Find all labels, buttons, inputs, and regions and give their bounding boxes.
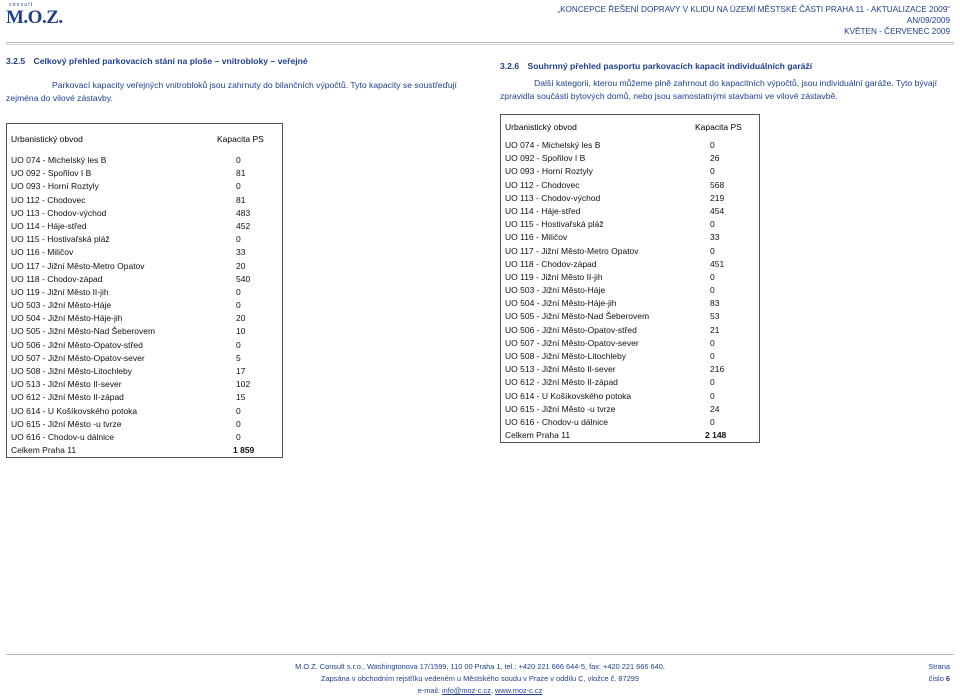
- district-name-cell: UO 114 - Háje-střed: [505, 205, 581, 216]
- footer-email-link[interactable]: info@moz-c.cz: [441, 686, 491, 695]
- capacity-value-cell: 0: [710, 377, 715, 388]
- district-name-cell: UO 116 - Miličov: [505, 232, 568, 243]
- capacity-value-cell: 0: [236, 300, 241, 311]
- district-name-cell: UO 506 - Jižní Město-Opatov-střed: [11, 339, 143, 350]
- logo-subtitle: consult: [9, 2, 34, 8]
- footer-email-label: e-mail:: [417, 686, 440, 695]
- capacity-value-cell: 15: [236, 392, 246, 403]
- table-row: [501, 139, 759, 152]
- district-name-cell: UO 092 - Spořilov I B: [505, 153, 586, 164]
- left-total-label: Celkem Praha 11: [11, 445, 77, 456]
- page-number-box: [928, 661, 950, 685]
- table-row: [501, 324, 759, 337]
- table-row: [501, 258, 759, 271]
- district-name-cell: UO 616 - Chodov-u dálnice: [11, 431, 115, 442]
- table-row: [7, 207, 282, 220]
- header-date: KVĚTEN - ČERVENEC 2009: [844, 27, 950, 36]
- table-row: [7, 154, 282, 167]
- capacity-value-cell: 0: [710, 219, 715, 230]
- district-name-cell: UO 115 - Hostivařská pláž: [505, 219, 604, 230]
- district-name-cell: UO 115 - Hostivařská pláž: [11, 234, 110, 245]
- page-number-value: 6: [945, 674, 950, 683]
- district-name-cell: UO 117 - Jižní Město-Metro Opatov: [505, 245, 639, 256]
- right-table-body: [501, 139, 759, 429]
- district-name-cell: UO 114 - Háje-střed: [11, 220, 87, 231]
- capacity-value-cell: 53: [710, 311, 720, 322]
- capacity-value-cell: 21: [710, 324, 720, 335]
- district-name-cell: UO 503 - Jižní Město-Háje: [505, 285, 606, 296]
- footer-divider: [6, 654, 954, 655]
- page-number-prefix: číslo: [928, 674, 944, 683]
- district-name-cell: UO 507 - Jižní Město-Opatov-sever: [11, 352, 145, 363]
- district-name-cell: UO 074 - Michelský les B: [505, 140, 601, 150]
- capacity-value-cell: 0: [236, 418, 241, 429]
- table-row: [7, 167, 282, 180]
- footer-registry-line: Zapsána v obchodním rejstříku vedeném u Městského soudu v Praze v oddílu C, vložce č. 87299: [321, 674, 639, 683]
- capacity-value-cell: 0: [236, 181, 241, 192]
- left-col-urban-district: Urbanistický obvod: [11, 134, 83, 144]
- capacity-value-cell: 483: [236, 207, 251, 218]
- district-name-cell: UO 112 - Chodovec: [11, 194, 86, 205]
- right-section-title: Souhrnný přehled pasportu parkovacích kapacit individuálních garáží: [527, 61, 813, 71]
- right-col-urban-district: Urbanistický obvod: [505, 122, 577, 132]
- right-para-line2: zpravidla součásti bytových domů, nebo jsou samostatnými stavbami ve vilové zástavbě.: [500, 91, 838, 101]
- district-name-cell: UO 615 - Jižní Město -u tvrze: [11, 418, 122, 429]
- district-name-cell: UO 504 - Jižní Město-Háje-jih: [505, 298, 617, 309]
- table-row: [7, 299, 282, 312]
- table-row: [7, 286, 282, 299]
- district-name-cell: UO 513 - Jižní Město II-sever: [505, 364, 616, 375]
- capacity-value-cell: 26: [710, 153, 720, 164]
- page-label: Strana: [928, 662, 950, 671]
- capacity-value-cell: 5: [236, 352, 241, 363]
- table-row: [501, 152, 759, 165]
- district-name-cell: UO 093 - Horní Roztyly: [11, 181, 99, 192]
- capacity-value-cell: 0: [710, 285, 715, 296]
- capacity-value-cell: 451: [710, 258, 725, 269]
- district-name-cell: UO 507 - Jižní Město-Opatov-sever: [505, 337, 639, 348]
- table-row: [501, 205, 759, 218]
- capacity-value-cell: 0: [236, 234, 241, 245]
- document-header: [557, 4, 950, 37]
- capacity-value-cell: 20: [236, 260, 246, 271]
- company-logo: [6, 2, 63, 28]
- capacity-value-cell: 0: [710, 245, 715, 256]
- capacity-value-cell: 10: [236, 326, 246, 337]
- table-row: [501, 310, 759, 323]
- capacity-value-cell: 0: [710, 166, 715, 177]
- table-row: [7, 260, 282, 273]
- district-name-cell: UO 074 - Michelský les B: [11, 155, 107, 165]
- district-name-cell: UO 503 - Jižní Město-Háje: [11, 300, 112, 311]
- table-row: [7, 365, 282, 378]
- capacity-value-cell: 568: [710, 179, 725, 190]
- district-name-cell: UO 117 - Jižní Město-Metro Opatov: [11, 260, 145, 271]
- capacity-value-cell: 0: [236, 431, 241, 442]
- left-section-number: 3.2.5: [6, 56, 26, 66]
- capacity-value-cell: 454: [710, 205, 725, 216]
- header-title: „KONCEPCE ŘEŠENÍ DOPRAVY V KLIDU NA ÚZEMÍ MĚSTSKÉ ČÁSTI PRAHA 11 - AKTUALIZACE 2009“: [557, 5, 950, 14]
- district-name-cell: UO 119 - Jižní Město II-jih: [505, 271, 603, 282]
- table-row: [7, 233, 282, 246]
- right-section-heading: [500, 61, 812, 71]
- district-name-cell: UO 113 - Chodov-východ: [11, 207, 107, 218]
- district-name-cell: UO 118 - Chodov-západ: [11, 273, 103, 284]
- table-row: [7, 312, 282, 325]
- table-row: [7, 418, 282, 431]
- right-section-paragraph: [500, 77, 955, 103]
- table-row: [501, 179, 759, 192]
- left-total-value: 1 859: [233, 445, 255, 456]
- capacity-value-cell: 0: [236, 155, 241, 165]
- right-table-header: [501, 115, 759, 139]
- left-section-title: Celkový přehled parkovacích stání na ploše – vnitrobloky – veřejné: [33, 56, 308, 66]
- district-name-cell: UO 505 - Jižní Město-Nad Šeberovem: [505, 311, 650, 322]
- table-row: [501, 284, 759, 297]
- table-row: [7, 352, 282, 365]
- district-name-cell: UO 513 - Jižní Město II-sever: [11, 379, 122, 390]
- logo-text: M.O.Z.: [6, 7, 63, 28]
- table-row: [501, 337, 759, 350]
- district-name-cell: UO 112 - Chodovec: [505, 179, 580, 190]
- table-row: [501, 376, 759, 389]
- district-name-cell: UO 092 - Spořilov I B: [11, 168, 92, 179]
- table-row: [7, 431, 282, 444]
- table-row: [501, 245, 759, 258]
- district-name-cell: UO 113 - Chodov-východ: [505, 192, 601, 203]
- district-name-cell: UO 119 - Jižní Město II-jih: [11, 286, 109, 297]
- capacity-value-cell: 20: [236, 313, 246, 324]
- capacity-value-cell: 0: [710, 140, 715, 150]
- capacity-value-cell: 0: [710, 351, 715, 361]
- capacity-value-cell: 0: [236, 339, 241, 350]
- right-total-label: Celkem Praha 11: [505, 430, 571, 441]
- table-row: [7, 391, 282, 404]
- table-row: [501, 218, 759, 231]
- table-row: [501, 271, 759, 284]
- right-total-value: 2 148: [705, 430, 727, 441]
- capacity-value-cell: 33: [710, 232, 720, 243]
- district-name-cell: UO 615 - Jižní Město -u tvrze: [505, 403, 616, 414]
- right-capacity-table: [500, 114, 760, 443]
- capacity-value-cell: 452: [236, 220, 251, 231]
- capacity-value-cell: 24: [710, 403, 720, 414]
- capacity-value-cell: 0: [710, 271, 715, 282]
- table-row: [501, 192, 759, 205]
- capacity-value-cell: 81: [236, 168, 246, 179]
- capacity-value-cell: 540: [236, 273, 251, 284]
- right-col-capacity: Kapacita PS: [695, 122, 742, 132]
- capacity-value-cell: 17: [236, 366, 246, 376]
- capacity-value-cell: 102: [236, 379, 251, 390]
- capacity-value-cell: 0: [236, 405, 241, 416]
- capacity-value-cell: 0: [236, 286, 241, 297]
- district-name-cell: UO 612 - Jižní Město II-západ: [505, 377, 618, 388]
- left-table-body: [7, 154, 282, 444]
- header-divider-secondary: [6, 44, 954, 45]
- right-para-line1: Další kategorii, kterou můžeme plně zahrnout do kapacitních výpočtů, jsou individuální garáže. Tyto bývají: [534, 78, 938, 88]
- footer-web-link[interactable]: www.moz-c.cz: [495, 686, 543, 695]
- district-name-cell: UO 506 - Jižní Město-Opatov-střed: [505, 324, 637, 335]
- left-table-header: [7, 124, 282, 154]
- table-row: [501, 165, 759, 178]
- table-row: [7, 180, 282, 193]
- table-row: [501, 350, 759, 363]
- table-row: [501, 297, 759, 310]
- table-row: [501, 403, 759, 416]
- table-row: [7, 339, 282, 352]
- capacity-value-cell: 83: [710, 298, 720, 309]
- capacity-value-cell: 0: [710, 390, 715, 401]
- capacity-value-cell: 0: [710, 337, 715, 348]
- table-row: [7, 405, 282, 418]
- table-row: [501, 416, 759, 429]
- district-name-cell: UO 504 - Jižní Město-Háje-jih: [11, 313, 123, 324]
- table-row: [501, 231, 759, 244]
- left-para-line1: Parkovací kapacity veřejných vnitrobloků jsou zahrnuty do bilančních výpočtů. Tyto kapacity se soustřeďují: [52, 80, 457, 90]
- right-section-number: 3.2.6: [500, 61, 520, 71]
- district-name-cell: UO 505 - Jižní Město-Nad Šeberovem: [11, 326, 156, 337]
- district-name-cell: UO 612 - Jižní Město II-západ: [11, 392, 124, 403]
- capacity-value-cell: 33: [236, 247, 246, 258]
- capacity-value-cell: 0: [710, 416, 715, 427]
- table-row: [7, 325, 282, 338]
- district-name-cell: UO 614 - U Košíkovského potoka: [11, 405, 138, 416]
- capacity-value-cell: 81: [236, 194, 246, 205]
- footer-company-line: M.O.Z. Consult s.r.o., Washingtonova 17/1599, 110 00 Praha 1, tel.: +420 221 666 644-5, fax: +420 221 666 640,: [295, 662, 665, 671]
- left-para-line2: zejména do vilové zástavby.: [6, 93, 113, 103]
- table-row: [7, 194, 282, 207]
- table-row: [501, 390, 759, 403]
- table-row: [501, 363, 759, 376]
- district-name-cell: UO 116 - Miličov: [11, 247, 74, 258]
- footer-contact-line: e-mail: info@moz-c.cz, www.moz-c.cz: [417, 686, 543, 695]
- district-name-cell: UO 616 - Chodov-u dálnice: [505, 416, 609, 427]
- document-footer: [0, 661, 960, 697]
- left-section-paragraph: [6, 79, 486, 105]
- district-name-cell: UO 093 - Horní Roztyly: [505, 166, 593, 177]
- district-name-cell: UO 614 - U Košíkovského potoka: [505, 390, 632, 401]
- capacity-value-cell: 216: [710, 364, 725, 375]
- table-row: [7, 220, 282, 233]
- district-name-cell: UO 508 - Jižní Město-Litochleby: [11, 366, 132, 376]
- page-number: [928, 673, 950, 685]
- right-table-total-row: [501, 429, 759, 442]
- district-name-cell: UO 508 - Jižní Město-Litochleby: [505, 351, 626, 361]
- table-row: [7, 378, 282, 391]
- left-col-capacity: Kapacita PS: [217, 134, 264, 144]
- capacity-value-cell: 219: [710, 192, 725, 203]
- left-table-total-row: [7, 444, 282, 457]
- district-name-cell: UO 118 - Chodov-západ: [505, 258, 597, 269]
- table-row: [7, 273, 282, 286]
- table-row: [7, 246, 282, 259]
- header-code: AN/09/2009: [906, 16, 950, 25]
- left-capacity-table: [6, 123, 283, 458]
- header-divider: [6, 42, 954, 43]
- left-section-heading: [6, 56, 308, 66]
